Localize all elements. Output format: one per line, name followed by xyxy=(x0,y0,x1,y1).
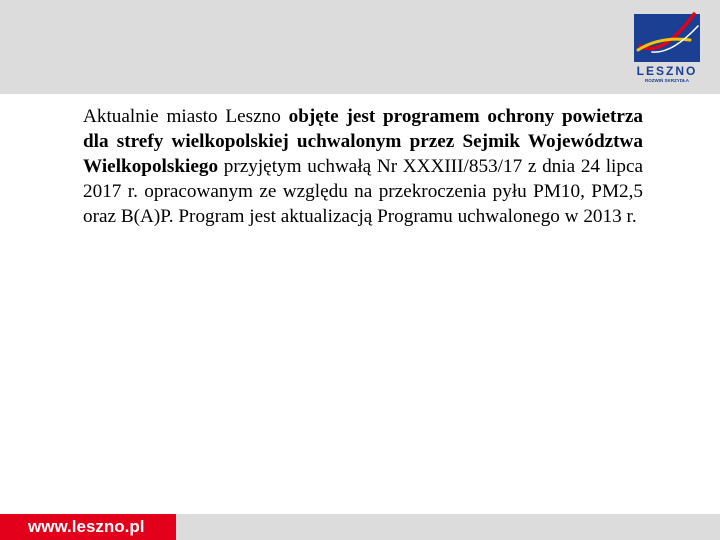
logo-tagline: ROZWIŃ SKRZYDŁA xyxy=(645,78,689,83)
wings-icon xyxy=(632,6,704,66)
footer-bar xyxy=(0,514,720,540)
header-band xyxy=(0,0,720,94)
paragraph-text-bold: objęte jest programem ochrony powietrza dla strefy wielkopolskiej uchwalonym przez Sejmik Województwa Wielkopolskiego xyxy=(83,106,643,177)
footer-red-block xyxy=(0,514,176,540)
paragraph-text-intro: Aktualnie miasto Leszno xyxy=(83,106,289,127)
logo-name: LESZNO xyxy=(636,64,698,78)
website-link[interactable]: www.leszno.pl xyxy=(28,517,145,536)
main-paragraph xyxy=(83,104,643,229)
paragraph-text-rest: przyjętym uchwałą Nr XXXIII/853/17 z dnia 24 lipca 2017 r. opracowanym ze względu na przekroczenia pyłu PM10, PM2,5 oraz B(A)P. Program jest aktualizacją Programu uchwalonego w 2013 r. xyxy=(83,156,643,227)
leszno-logo xyxy=(632,6,704,90)
